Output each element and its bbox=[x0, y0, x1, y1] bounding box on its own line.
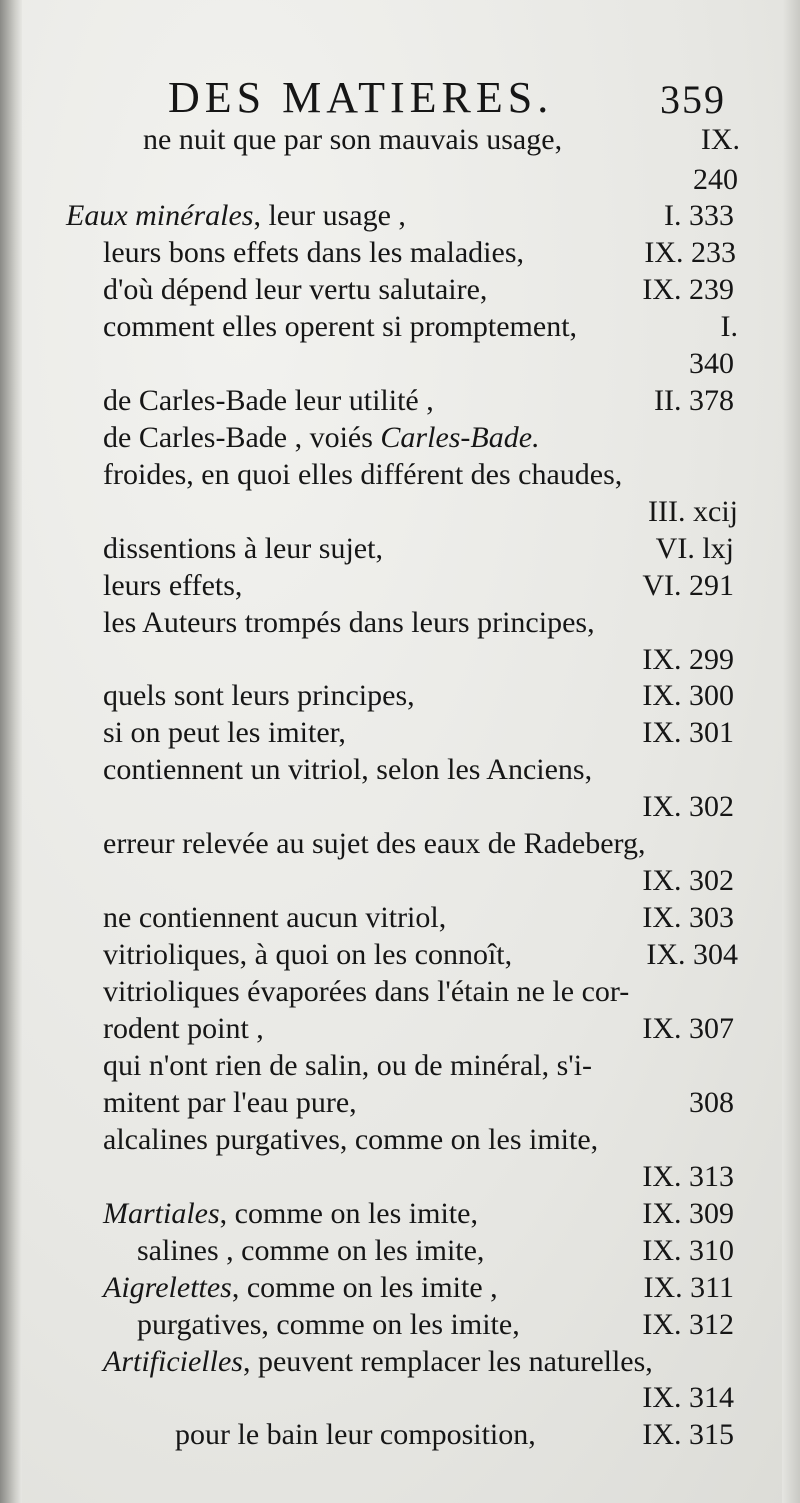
index-line bbox=[103, 270, 734, 310]
index-line bbox=[143, 120, 740, 160]
entry-text bbox=[103, 418, 540, 458]
index-line bbox=[103, 1046, 738, 1086]
volume-page-reference: VI. lxj bbox=[655, 532, 734, 565]
entry-body: ne contiennent aucun vitriol, bbox=[103, 901, 447, 934]
entry-text bbox=[103, 824, 646, 864]
index-line bbox=[103, 381, 734, 421]
entry-body: si on peut les imiter, bbox=[103, 716, 346, 749]
entry-text bbox=[103, 750, 592, 790]
entry-body: froides, en quoi elles différent des chaudes, bbox=[103, 458, 623, 491]
entry-text bbox=[103, 1083, 357, 1123]
volume-page-reference: IX. 302 bbox=[642, 864, 734, 897]
entry-text bbox=[66, 196, 406, 236]
index-line bbox=[103, 160, 738, 200]
index-line bbox=[103, 307, 738, 347]
volume-page-reference: IX. 314 bbox=[642, 1381, 734, 1414]
volume-page-reference: IX. bbox=[700, 123, 740, 156]
index-line bbox=[103, 344, 734, 384]
entry-text bbox=[103, 1194, 478, 1234]
index-line bbox=[103, 1342, 738, 1382]
volume-page-reference: IX. 239 bbox=[642, 273, 734, 306]
entry-text bbox=[103, 972, 629, 1012]
volume-page-reference: II. 378 bbox=[654, 384, 734, 417]
volume-page-reference: IX. 233 bbox=[644, 236, 736, 269]
volume-page-reference: I. 333 bbox=[664, 199, 734, 232]
volume-page-reference: IX. 302 bbox=[642, 790, 734, 823]
volume-page-reference: IX. 310 bbox=[642, 1234, 734, 1267]
volume-page-reference: IX. 309 bbox=[642, 1197, 734, 1230]
entry-body: vitrioliques évaporées dans l'étain ne le cor- bbox=[103, 975, 630, 1008]
index-line bbox=[103, 1268, 734, 1308]
index-line bbox=[103, 1194, 734, 1234]
index-line bbox=[103, 861, 734, 901]
index-line bbox=[103, 492, 738, 532]
entry-body: comment elles operent si promptement, bbox=[103, 310, 578, 343]
entry-text bbox=[103, 935, 512, 975]
entry-text bbox=[137, 1231, 484, 1271]
volume-page-reference: 240 bbox=[693, 163, 738, 196]
entry-heading: Eaux minérales bbox=[66, 199, 254, 232]
volume-page-reference: IX. 300 bbox=[642, 679, 734, 712]
entry-body: purgatives, comme on les imite, bbox=[137, 1308, 520, 1341]
entry-text bbox=[103, 270, 487, 310]
volume-page-reference: IX. 299 bbox=[642, 643, 734, 676]
entry-text bbox=[103, 898, 446, 938]
entry-body: , peuvent remplacer les naturelles, bbox=[242, 1345, 653, 1378]
entry-text bbox=[103, 233, 524, 273]
entry-body: de Carles-Bade leur utilité , bbox=[103, 384, 434, 417]
volume-page-reference: 340 bbox=[689, 347, 734, 380]
page-gutter-shadow bbox=[0, 0, 22, 1503]
index-line bbox=[103, 935, 738, 975]
index-line bbox=[103, 529, 734, 569]
volume-page-reference: IX. 313 bbox=[642, 1160, 734, 1193]
entry-body: de Carles-Bade , voiés bbox=[103, 421, 381, 454]
index-line bbox=[137, 1231, 734, 1271]
index-line bbox=[103, 1157, 734, 1197]
entry-body: pour le bain leur composition, bbox=[175, 1418, 536, 1451]
entry-body: ne nuit que par son mauvais usage, bbox=[143, 123, 563, 156]
entry-body: les Auteurs trompés dans leurs principes, bbox=[103, 606, 595, 639]
entry-heading: Aigrelettes bbox=[103, 1271, 232, 1304]
index-line bbox=[103, 713, 734, 753]
entry-text bbox=[137, 1305, 520, 1345]
volume-page-reference: IX. 303 bbox=[642, 901, 734, 934]
volume-page-reference: 308 bbox=[689, 1086, 734, 1119]
index-line bbox=[103, 750, 738, 790]
entry-text bbox=[103, 529, 383, 569]
cross-reference: Carles-Bade. bbox=[380, 421, 540, 454]
index-line bbox=[175, 1415, 734, 1455]
index-line bbox=[103, 1009, 734, 1049]
volume-page-reference: IX. 311 bbox=[643, 1271, 734, 1304]
entry-heading: Martiales bbox=[103, 1197, 220, 1230]
entry-body: leurs bons effets dans les maladies, bbox=[103, 236, 525, 269]
entry-text bbox=[103, 1120, 598, 1160]
entry-body: vitrioliques, à quoi on les connoît, bbox=[103, 938, 513, 971]
entry-body: , leur usage , bbox=[253, 199, 406, 232]
entry-body: , comme on les imite , bbox=[231, 1271, 498, 1304]
index-line bbox=[137, 1305, 734, 1345]
header-title: DES MATIERES. bbox=[168, 73, 554, 122]
entry-text bbox=[103, 1268, 498, 1308]
index-line bbox=[103, 1378, 734, 1418]
index-line bbox=[103, 640, 734, 680]
page-edge bbox=[782, 0, 800, 1503]
index-line bbox=[103, 603, 738, 643]
entry-body: mitent par l'eau pure, bbox=[103, 1086, 357, 1119]
index-line bbox=[103, 1083, 734, 1123]
entry-text bbox=[103, 1342, 653, 1382]
entry-body: alcalines purgatives, comme on les imite, bbox=[103, 1123, 599, 1156]
entry-text bbox=[103, 676, 415, 716]
entry-text bbox=[103, 603, 595, 643]
index-line bbox=[103, 676, 734, 716]
volume-page-reference: I. bbox=[720, 310, 738, 343]
volume-page-reference: IX. 304 bbox=[646, 938, 738, 971]
volume-page-reference: IX. 315 bbox=[642, 1418, 734, 1451]
index-line bbox=[103, 455, 738, 495]
index-line bbox=[103, 1120, 738, 1160]
index-line bbox=[103, 418, 800, 458]
page-number: 359 bbox=[660, 77, 726, 122]
entry-heading: Artificielles bbox=[103, 1345, 243, 1378]
entry-body: d'où dépend leur vertu salutaire, bbox=[103, 273, 488, 306]
entry-text bbox=[103, 1046, 592, 1086]
entry-text bbox=[103, 566, 242, 606]
volume-page-reference: IX. 307 bbox=[642, 1012, 734, 1045]
entry-text bbox=[175, 1415, 536, 1455]
entry-text bbox=[103, 455, 622, 495]
entry-body: dissentions à leur sujet, bbox=[103, 532, 383, 565]
entry-body: rodent point , bbox=[103, 1012, 264, 1045]
entry-text bbox=[103, 381, 434, 421]
entry-text bbox=[103, 307, 577, 347]
index-line bbox=[103, 787, 734, 827]
volume-page-reference: VI. 291 bbox=[642, 569, 734, 602]
entry-body: erreur relevée au sujet des eaux de Radeberg, bbox=[103, 827, 646, 860]
entry-text bbox=[143, 120, 562, 160]
entry-text bbox=[103, 713, 346, 753]
index-line bbox=[103, 824, 738, 864]
entry-body: quels sont leurs principes, bbox=[103, 679, 415, 712]
volume-page-reference: III. xcij bbox=[648, 495, 738, 528]
index-line bbox=[103, 972, 738, 1012]
index-line bbox=[103, 898, 734, 938]
entry-body: salines , comme on les imite, bbox=[137, 1234, 485, 1267]
entry-text bbox=[103, 1009, 264, 1049]
index-line bbox=[103, 233, 736, 273]
volume-page-reference: IX. 312 bbox=[642, 1308, 734, 1341]
entry-body: contiennent un vitriol, selon les Anciens, bbox=[103, 753, 593, 786]
index-line bbox=[66, 196, 734, 236]
entry-body: leurs effets, bbox=[103, 569, 243, 602]
volume-page-reference: IX. 301 bbox=[642, 716, 734, 749]
entry-body: qui n'ont rien de salin, ou de minéral, s'i- bbox=[103, 1049, 593, 1082]
entry-body: , comme on les imite, bbox=[219, 1197, 478, 1230]
index-line bbox=[103, 566, 734, 606]
